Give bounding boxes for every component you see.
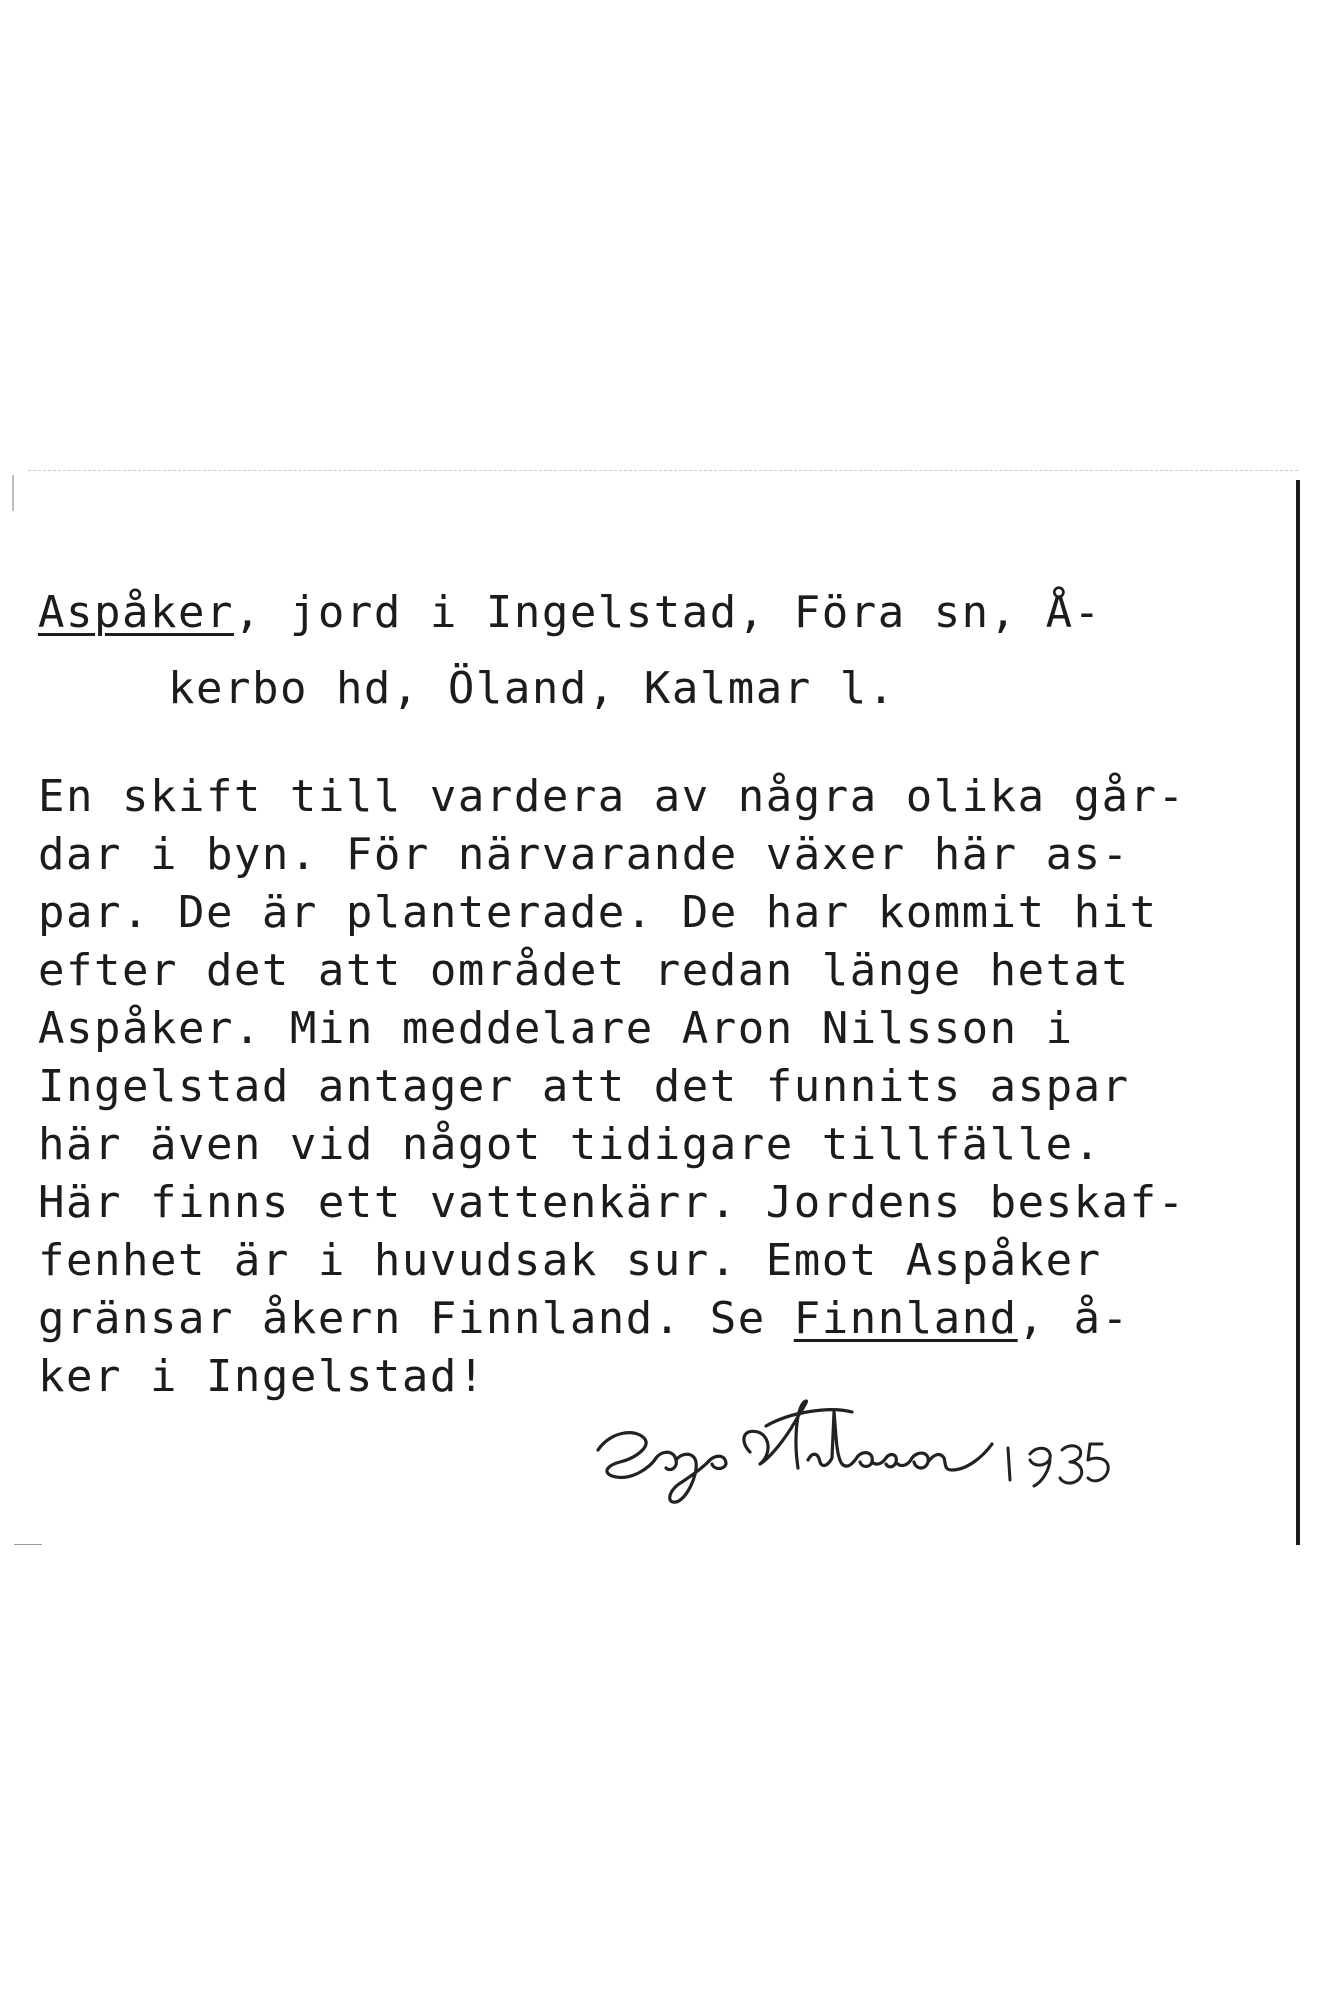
card-left-mark xyxy=(12,475,14,511)
card-heading-line-1 xyxy=(38,588,1102,638)
body-line: Aspåker. Min meddelare Aron Nilsson i xyxy=(38,1003,1074,1054)
card-bottom-mark xyxy=(14,1544,42,1545)
body-line: Här finns ett vattenkärr. Jordens beskaf- xyxy=(38,1177,1186,1228)
body-line: gränsar åkern Finnland. Se xyxy=(38,1293,794,1344)
body-line: Ingelstad antager att det funnits aspar xyxy=(38,1061,1130,1112)
body-line: fenhet är i huvudsak sur. Emot Aspåker xyxy=(38,1235,1102,1286)
place-name: Aspåker xyxy=(38,587,234,638)
body-line: ker i Ingelstad! xyxy=(38,1351,486,1402)
heading-line-1-rest: , jord i Ingelstad, Föra sn, Å- xyxy=(233,587,1102,638)
body-line: här även vid något tidigare tillfälle. xyxy=(38,1119,1102,1170)
card-right-edge xyxy=(1296,480,1300,1545)
body-line: En skift till vardera av några olika går- xyxy=(38,771,1186,822)
body-line: par. De är planterade. De har kommit hit xyxy=(38,887,1158,938)
reference-link: Finnland xyxy=(793,1293,1018,1344)
reference-after: , å- xyxy=(1017,1293,1130,1344)
body-line: dar i byn. För närvarande växer här as- xyxy=(38,829,1130,880)
body-line-with-reference xyxy=(38,1294,1130,1344)
body-line: efter det att området redan länge hetat xyxy=(38,945,1130,996)
card-top-edge xyxy=(28,470,1298,471)
card-heading-line-2: kerbo hd, Öland, Kalmar l. xyxy=(168,663,896,714)
handwritten-signature xyxy=(590,1372,1150,1522)
